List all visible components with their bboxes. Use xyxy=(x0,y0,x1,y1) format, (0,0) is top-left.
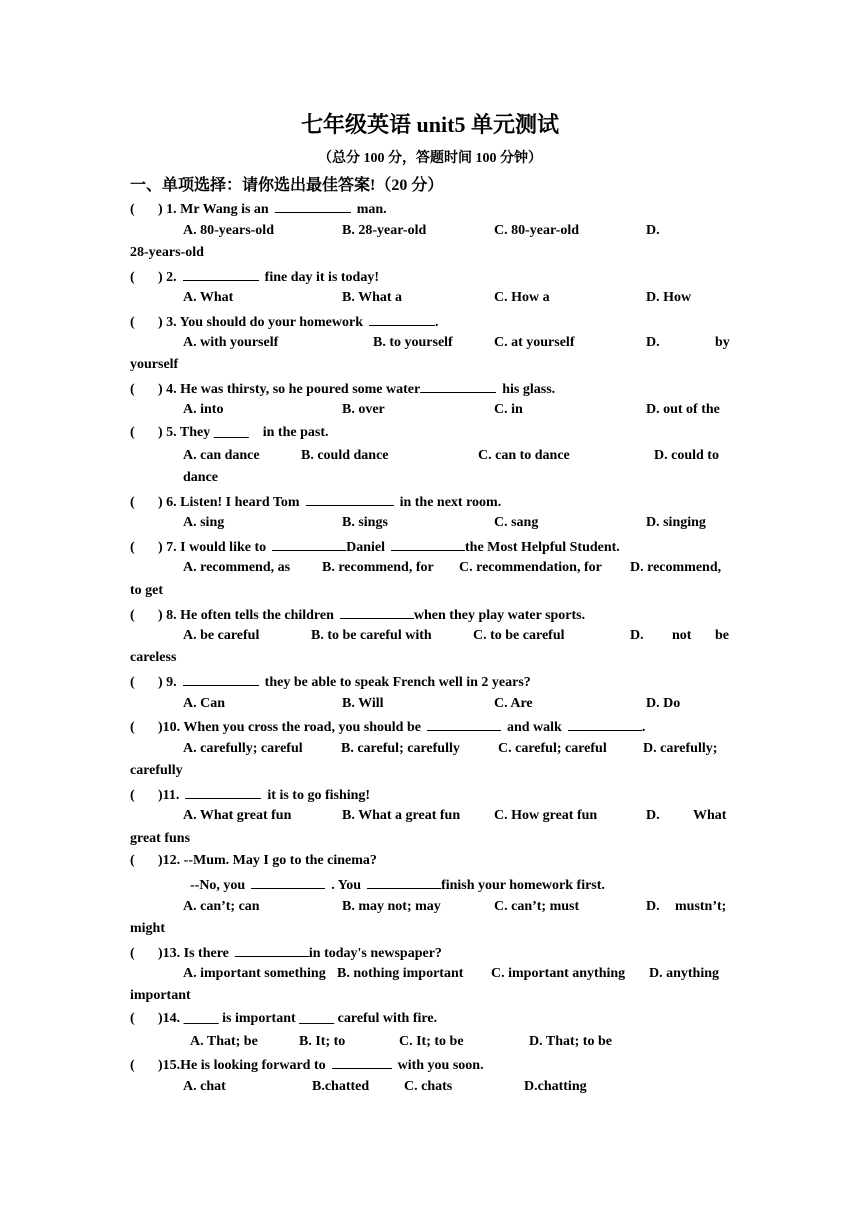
option-continuation: to get xyxy=(130,583,164,598)
question-14: ( )14. _____ is important _____ careful with fire. xyxy=(130,1011,438,1026)
page-subtitle: （总分 100 分，答题时间 100 分钟） xyxy=(318,151,542,166)
section-heading: 一、单项选择：请你选出最佳答案!（20 分） xyxy=(130,177,444,194)
option-continuation: dance xyxy=(183,470,218,485)
blank xyxy=(185,784,261,799)
blank xyxy=(568,716,642,731)
option-continuation: important xyxy=(130,988,191,1003)
blank xyxy=(420,378,496,393)
blank xyxy=(275,198,351,213)
option-continuation: careless xyxy=(130,650,177,665)
document-page: 七年级英语 unit5 单元测试 （总分 100 分，答题时间 100 分钟） 一、单项选择：请你选出最佳答案!（20 分） ( ) 1. Mr Wang is an man. A. 80-years-old B. 28-year-old C. 80-year-old D. 28-years-old ( ) 2. fine day it is today! A. What B. What a C. How a D. How ( ) 3. You should do your homework . A. with yourself B. to yourself C. at yourself D. by yourself ( ) 4. He was thirsty, so he poured some water his glass. A. into B. over C. in D. out of the ( ) 5. They _____ in the past. A. can dance B. could dance C. can to dance D. could to dance ( ) 6. Listen! I heard Tom in the next room. A. sing B. sings C. sang D. singing ( ) 7. I would like to Daniel the Most Helpful Student. A. recommend, as B. recommend, for C. recommendation, for D. recommend, to get ( ) 8. He often tells the children when they play water sports. A. be careful B. to be careful with C. to be careful D. not be careless ( ) 9. they be able to speak French well in 2 years? A. Can B. Will C. Are D. Do ( )10. When you cross the road, you should be and walk . A. carefully; careful B. careful; carefully C. careful; careful D. carefully; carefully ( )11. it is to go fishing! A. What great fun B. What a great fun C. How great fun D. What great funs ( )12. --Mum. May I go to the cinema? --No, you . You finish your homework first. A. can’t; can B. may not; may C. can’t; must D. mustn’t; might ( )13. Is there in today's newspaper? A. important something B. nothing important C. important anything D. anything important ( )14. _____ is important _____ careful with fire. A. That; be B. It; to C. It; to be D. That; to be ( )15.He is looking forward to with you soon. A. chat B.chatted C. chats D.chatting xyxy=(0,0,860,1216)
blank xyxy=(306,491,394,506)
option-continuation: great funs xyxy=(130,831,191,846)
blank xyxy=(272,536,346,551)
question-1: ( ) 1. Mr Wang is an man. xyxy=(130,198,732,220)
question-12: ( )12. --Mum. May I go to the cinema? xyxy=(130,853,377,868)
question-3: ( ) 3. You should do your homework . xyxy=(130,311,732,333)
question-15: ( )15.He is looking forward to with you soon. xyxy=(130,1054,732,1076)
blank xyxy=(235,942,309,957)
question-13: ( )13. Is there in today's newspaper? xyxy=(130,942,732,964)
blank xyxy=(183,671,259,686)
question-5: ( ) 5. They _____ in the past. xyxy=(130,425,329,440)
blank xyxy=(427,716,501,731)
blank xyxy=(369,311,435,326)
question-12-line2: --No, you . You finish your homework first. xyxy=(190,874,605,896)
answer-paren: ( xyxy=(130,202,135,217)
question-4: ( ) 4. He was thirsty, so he poured some water his glass. xyxy=(130,378,732,400)
option-continuation: 28-years-old xyxy=(130,245,204,260)
option-continuation: carefully xyxy=(130,763,183,778)
blank xyxy=(251,874,325,889)
blank xyxy=(332,1054,392,1069)
blank xyxy=(340,604,414,619)
option-continuation: yourself xyxy=(130,357,179,372)
question-9: ( ) 9. they be able to speak French well in 2 years? xyxy=(130,671,732,693)
question-7: ( ) 7. I would like to Daniel the Most Helpful Student. xyxy=(130,536,732,558)
option-continuation: might xyxy=(130,921,165,936)
blank xyxy=(391,536,465,551)
question-6: ( ) 6. Listen! I heard Tom in the next room. xyxy=(130,491,732,513)
question-10: ( )10. When you cross the road, you should be and walk . xyxy=(130,716,732,738)
blank xyxy=(183,266,259,281)
question-11: ( )11. it is to go fishing! xyxy=(130,784,732,806)
question-2: ( ) 2. fine day it is today! xyxy=(130,266,732,288)
page-title: 七年级英语 unit5 单元测试 xyxy=(301,112,559,137)
question-8: ( ) 8. He often tells the children when they play water sports. xyxy=(130,604,732,626)
blank xyxy=(367,874,441,889)
